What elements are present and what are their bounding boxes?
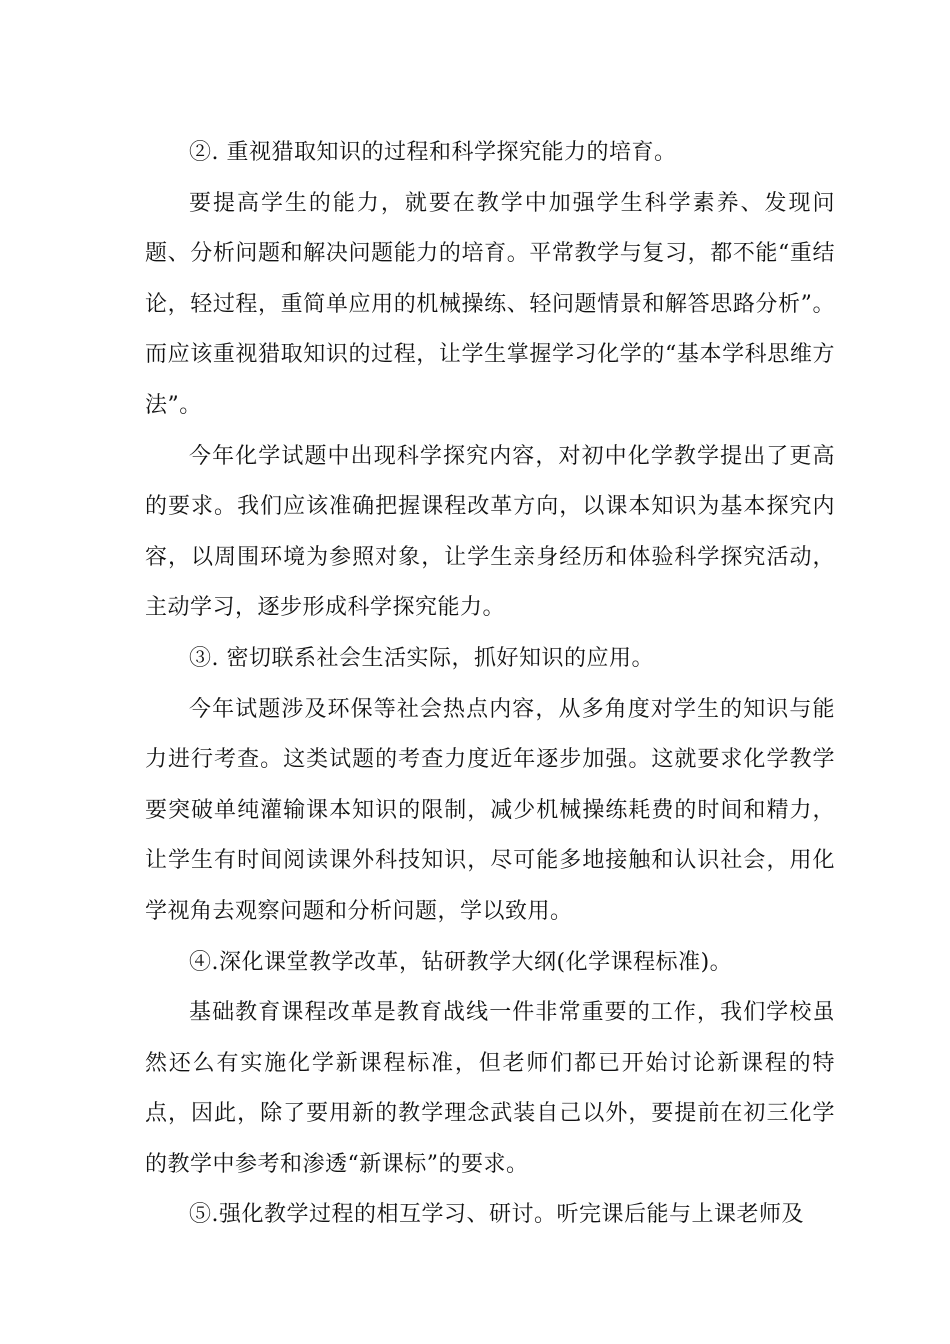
paragraph-curriculum-reform: 基础教育课程改革是教育战线一件非常重要的工作，我们学校虽然还么有实施化学新课程标准，但老师们都已开始讨论新课程的特点，因此，除了要用新的教学理念武装自己以外，要提前在初三化学的教学中参考和渗透“新课标”的要求。: [145, 1000, 835, 1177]
paragraph-social-hotspots: 今年试题涉及环保等社会热点内容，从多角度对学生的知识与能力进行考查。这类试题的考查力度近年逐步加强。这就要求化学教学要突破单纯灌输课本知识的限制，减少机械操练耗费的时间和精力，让学生有时间阅读课外科技知识，尽可能多地接触和认识社会，用化学视角去观察问题和分析问题，学以致用。: [145, 696, 835, 924]
heading-point-4: ④.深化课堂教学改革，钻研教学大纲(化学课程标准)。: [189, 949, 733, 975]
document-body: [145, 128, 835, 1241]
heading-point-3: ③. 密切联系社会生活实际，抓好知识的应用。: [189, 645, 654, 671]
heading-point-2: ②. 重视猎取知识的过程和科学探究能力的培育。: [189, 140, 677, 165]
heading-point-5: ⑤.强化教学过程的相互学习、研讨。听完课后能与上课老师及: [189, 1202, 804, 1228]
paragraph-scientific-inquiry: 今年化学试题中出现科学探究内容，对初中化学教学提出了更高的要求。我们应该准确把握课程改革方向，以课本知识为基本探究内容，以周围环境为参照对象，让学生亲身经历和体验科学探究活动，主动学习，逐步形成科学探究能力。: [145, 443, 835, 621]
paragraph-ability-cultivation: 要提高学生的能力，就要在教学中加强学生科学素养、发现问题、分析问题和解决问题能力的培育。平常教学与复习，都不能“重结论，轻过程，重简单应用的机械操练、轻问题情景和解答思路分析”。而应该重视猎取知识的过程，让学生掌握学习化学的“基本学科思维方法”。: [145, 190, 835, 418]
